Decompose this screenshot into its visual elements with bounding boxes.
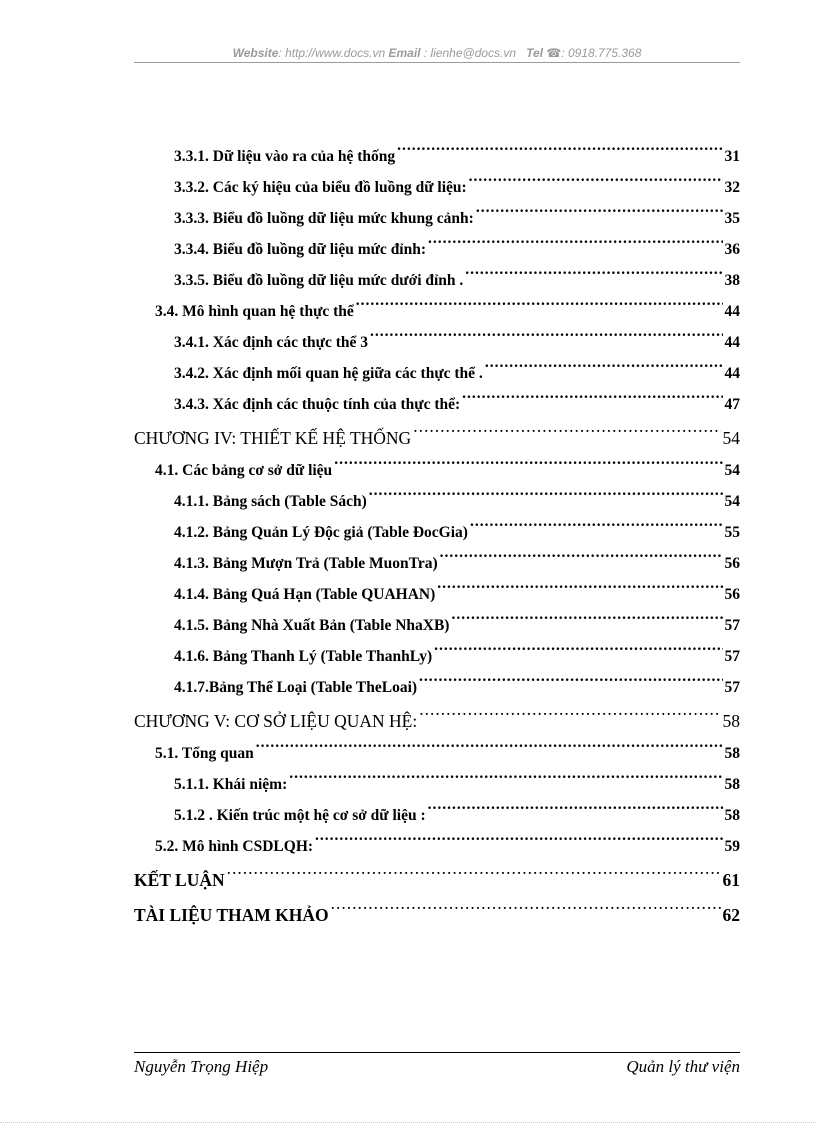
toc-entry-page: 56 bbox=[724, 555, 740, 572]
toc-dot-leader bbox=[397, 130, 722, 161]
toc-entry-title: 3.4.3. Xác định các thuộc tính của thực thể: bbox=[174, 396, 461, 413]
toc-entry-title: 5.1.1. Khái niệm: bbox=[174, 776, 288, 793]
toc-dot-leader bbox=[370, 316, 723, 347]
toc-entry-title: CHƯƠNG IV: THIẾT KẾ HỆ THỐNG bbox=[134, 428, 412, 448]
toc-entry-title: 4.1.5. Bảng Nhà Xuất Bản (Table NhaXB) bbox=[174, 617, 450, 634]
toc-entry-page: 57 bbox=[724, 648, 740, 665]
toc-entry-title: TÀI LIỆU THAM KHẢO bbox=[134, 905, 329, 925]
toc-entry-page: 58 bbox=[724, 807, 740, 824]
toc-entry-page: 47 bbox=[724, 396, 740, 413]
toc-dot-leader bbox=[369, 475, 723, 506]
toc-entry-title: 3.3.1. Dữ liệu vào ra của hệ thống bbox=[174, 148, 396, 165]
toc-entry-page: 36 bbox=[724, 241, 740, 258]
toc-entry-title: 4.1.7.Bảng Thể Loại (Table TheLoai) bbox=[174, 679, 418, 696]
toc-entry-title: 4.1.6. Bảng Thanh Lý (Table ThanhLy) bbox=[174, 648, 433, 665]
toc-entry-title: 3.3.4. Biểu đồ luồng dữ liệu mức đỉnh: bbox=[174, 241, 427, 258]
toc-dot-leader bbox=[469, 161, 723, 192]
toc-entry-page: 44 bbox=[724, 365, 740, 382]
toc-entry-title: 4.1.4. Bảng Quá Hạn (Table QUAHAN) bbox=[174, 586, 436, 603]
toc-dot-leader bbox=[227, 851, 721, 886]
toc-dot-leader bbox=[485, 347, 723, 378]
toc-entry-title: 5.1. Tổng quan bbox=[155, 745, 254, 762]
toc-entry-title: 5.1.2 . Kiến trúc một hệ cơ sở dữ liệu : bbox=[174, 807, 426, 824]
page-footer bbox=[134, 1052, 740, 1077]
email-value: : lienhe@docs.vn bbox=[420, 46, 517, 60]
toc-entry-title: 3.3.2. Các ký hiệu của biểu đồ luồng dữ liệu: bbox=[174, 179, 467, 196]
toc-entry-page: 32 bbox=[724, 179, 740, 196]
toc-entry-page: 62 bbox=[722, 905, 740, 925]
toc-dot-leader bbox=[356, 285, 723, 316]
toc-dot-leader bbox=[331, 886, 721, 921]
table-of-contents bbox=[134, 130, 740, 925]
toc-dot-leader bbox=[462, 378, 722, 409]
toc-entry-page: 31 bbox=[724, 148, 740, 165]
toc-entry-title: 4.1.3. Bảng Mượn Trả (Table MuonTra) bbox=[174, 555, 438, 572]
toc-dot-leader bbox=[413, 409, 720, 444]
toc-entry-page: 44 bbox=[724, 303, 740, 320]
website-value: : http://www.docs.vn bbox=[278, 46, 386, 60]
toc-dot-leader bbox=[289, 758, 722, 789]
toc-entry-title: KẾT LUẬN bbox=[134, 870, 225, 890]
toc-dot-leader bbox=[256, 727, 723, 758]
tel-label: Tel bbox=[526, 46, 543, 60]
toc-dot-leader bbox=[428, 223, 722, 254]
toc-entry-page: 58 bbox=[724, 745, 740, 762]
toc-entry-page: 44 bbox=[724, 334, 740, 351]
toc-entry-page: 57 bbox=[724, 617, 740, 634]
toc-entry-page: 57 bbox=[724, 679, 740, 696]
toc-entry-title: 3.4.1. Xác định các thực thể 3 bbox=[174, 334, 368, 351]
toc-entry-title: 3.3.3. Biểu đồ luồng dữ liệu mức khung cảnh: bbox=[174, 210, 474, 227]
toc-dot-leader bbox=[434, 630, 722, 661]
toc-entry-page: 54 bbox=[724, 493, 740, 510]
toc-entry-page: 56 bbox=[724, 586, 740, 603]
toc-entry-page: 35 bbox=[724, 210, 740, 227]
toc-dot-leader bbox=[334, 444, 722, 475]
toc-entry-page: 38 bbox=[724, 272, 740, 289]
toc-entry-title: 5.2. Mô hình CSDLQH: bbox=[155, 838, 314, 855]
toc-entry[interactable] bbox=[134, 130, 740, 165]
toc-entry[interactable] bbox=[134, 886, 740, 925]
toc-entry-page: 61 bbox=[722, 870, 740, 890]
toc-dot-leader bbox=[437, 568, 722, 599]
toc-dot-leader bbox=[451, 599, 722, 630]
toc-entry-page: 58 bbox=[724, 776, 740, 793]
toc-dot-leader bbox=[440, 537, 723, 568]
email-label: Email bbox=[388, 46, 421, 60]
toc-entry-title: 4.1. Các bảng cơ sở dữ liệu bbox=[155, 462, 333, 479]
toc-dot-leader bbox=[419, 692, 720, 727]
toc-entry-title: 4.1.1. Bảng sách (Table Sách) bbox=[174, 493, 367, 510]
toc-entry-page: 59 bbox=[724, 838, 740, 855]
toc-dot-leader bbox=[428, 789, 723, 820]
tel-value: ☎: 0918.775.368 bbox=[546, 46, 642, 60]
toc-dot-leader bbox=[419, 661, 722, 692]
toc-entry-title: 3.4.2. Xác định mối quan hệ giữa các thực thể . bbox=[174, 365, 483, 382]
website-label: Website bbox=[232, 46, 279, 60]
toc-entry-page: 54 bbox=[724, 462, 740, 479]
toc-entry-title: 4.1.2. Bảng Quản Lý Độc giả (Table ĐocGia) bbox=[174, 524, 468, 541]
toc-entry-title: CHƯƠNG V: CƠ SỞ LIỆU QUAN HỆ: bbox=[134, 711, 418, 731]
toc-entry-title: 3.4. Mô hình quan hệ thực thể bbox=[155, 303, 354, 320]
toc-entry-title: 3.3.5. Biểu đồ luồng dữ liệu mức dưới đỉnh . bbox=[174, 272, 464, 289]
toc-entry-page: 58 bbox=[722, 711, 740, 731]
toc-dot-leader bbox=[465, 254, 722, 285]
toc-entry-page: 54 bbox=[722, 428, 740, 448]
toc-dot-leader bbox=[476, 192, 723, 223]
footer-subject: Quản lý thư viện bbox=[626, 1057, 740, 1076]
toc-dot-leader bbox=[315, 820, 722, 851]
toc-dot-leader bbox=[470, 506, 723, 537]
footer-author: Nguyễn Trọng Hiệp bbox=[134, 1057, 269, 1076]
toc-entry-page: 55 bbox=[724, 524, 740, 541]
page-header bbox=[134, 46, 740, 63]
